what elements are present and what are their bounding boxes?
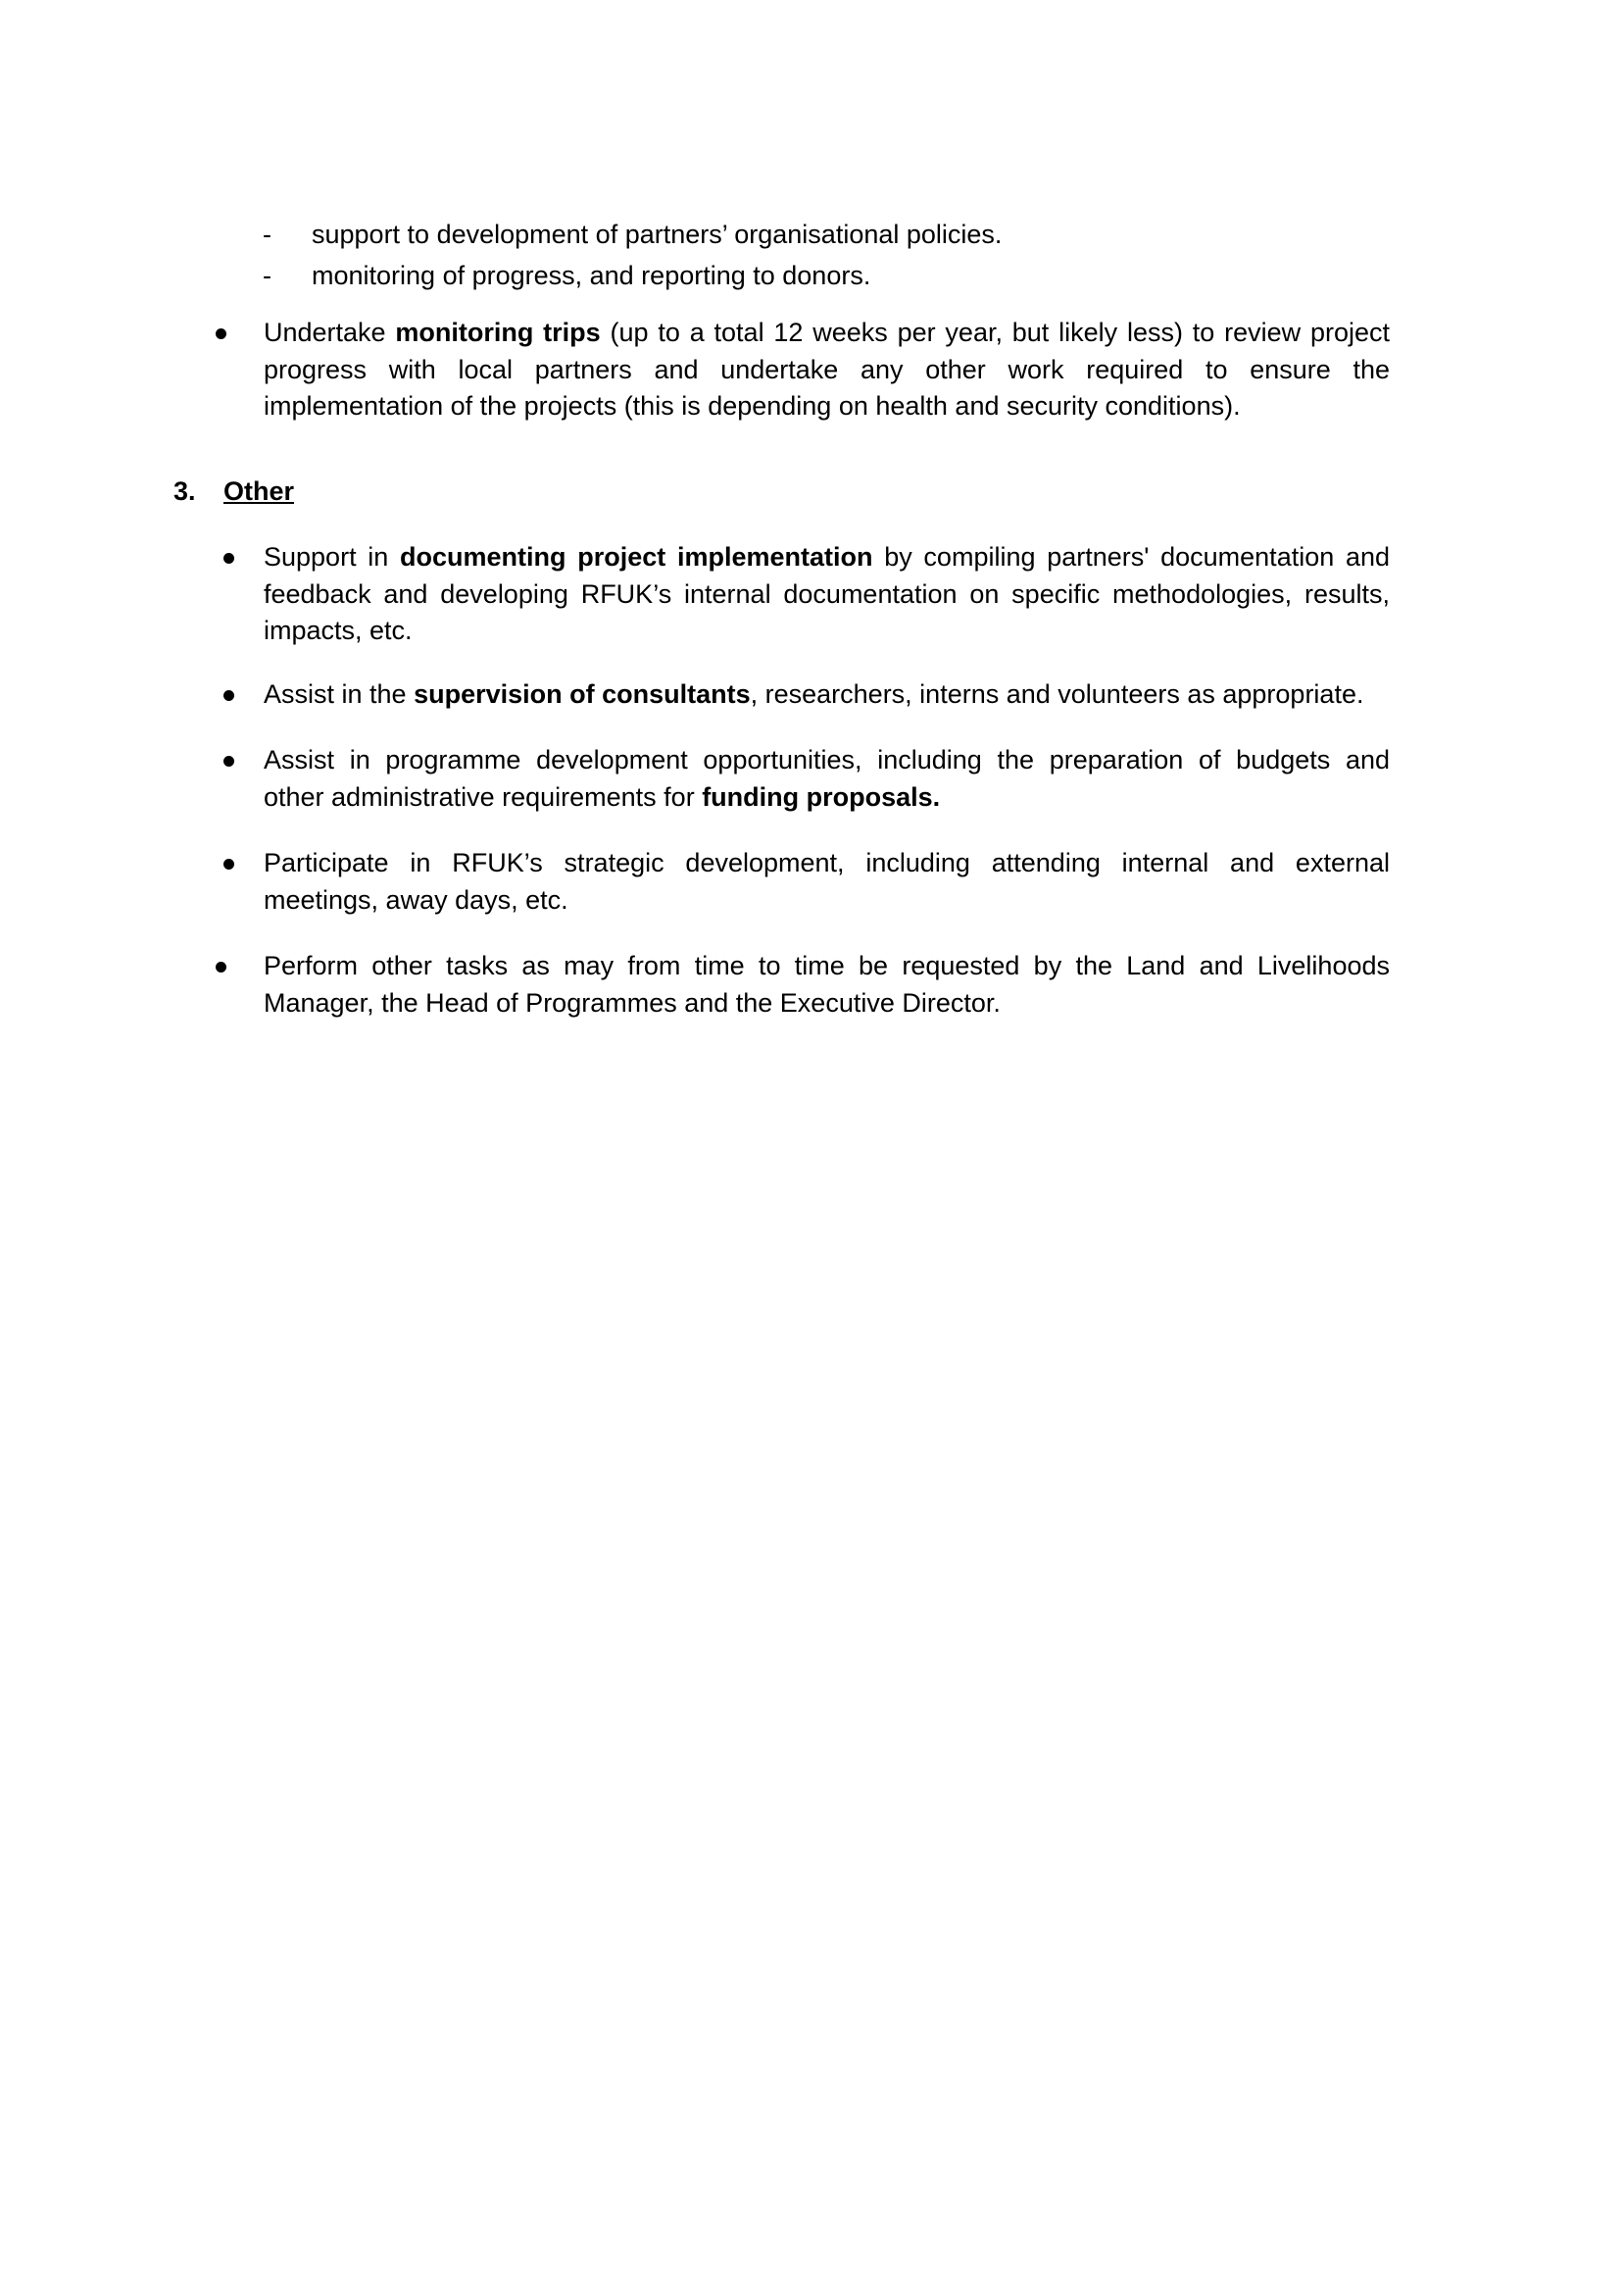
text-line: feedback and developing RFUK’s internal documentation on specific methodologies, results, xyxy=(264,578,1390,609)
bold-term: funding proposals. xyxy=(702,781,941,812)
section-title: Other xyxy=(223,476,295,506)
text-line: meetings, away days, etc. xyxy=(264,884,568,915)
text-line: impacts, etc. xyxy=(264,616,413,645)
text-run: Support in xyxy=(264,542,401,572)
section-number: 3. xyxy=(173,476,196,506)
dash-marker: - xyxy=(263,220,271,249)
bullet-monitoring-trips xyxy=(264,315,1390,425)
bullet-strategic xyxy=(264,845,1390,919)
bullet-icon xyxy=(223,756,234,767)
bullet-supervision xyxy=(264,676,1390,714)
text-run: other administrative requirements for xyxy=(264,781,703,812)
text-line: Manager, the Head of Programmes and the Executive Director. xyxy=(264,987,1001,1018)
bold-term: documenting project implementation xyxy=(400,542,873,572)
text-run: , researchers, interns and volunteers as appropriate. xyxy=(750,679,1364,709)
bullet-icon xyxy=(223,690,234,701)
section-heading xyxy=(173,474,294,511)
text-run: by compiling partners' documentation and xyxy=(872,542,1390,572)
text-line: progress with local partners and undertake any other work required to ensure the xyxy=(264,354,1390,384)
text-run: (up to a total 12 weeks per year, but likely less) to review project xyxy=(600,318,1390,347)
bullet-icon xyxy=(223,553,234,564)
text-run: Assist in the xyxy=(264,679,415,709)
bullet-icon xyxy=(216,328,226,339)
dash-list-item: monitoring of progress, and reporting to donors. xyxy=(312,261,871,290)
bullet-icon xyxy=(216,962,226,973)
text-line: Assist in programme development opportunities, including the preparation of budgets and xyxy=(264,745,1390,774)
dash-list-item: support to development of partners’ organisational policies. xyxy=(312,220,1003,249)
bold-term: monitoring trips xyxy=(395,318,601,347)
text-line: implementation of the projects (this is depending on health and security conditions). xyxy=(264,391,1241,421)
text-line: Perform other tasks as may from time to time be requested by the Land and Livelihoods xyxy=(264,951,1390,980)
bullet-other-tasks xyxy=(264,948,1390,1022)
bullet-documenting xyxy=(264,539,1390,650)
bullet-funding xyxy=(264,742,1390,816)
text-line: Participate in RFUK’s strategic development, including attending internal and external xyxy=(264,848,1390,877)
bold-term: supervision of consultants xyxy=(414,679,751,709)
text-run: Undertake xyxy=(264,318,396,347)
dash-marker: - xyxy=(263,261,271,290)
bullet-icon xyxy=(223,859,234,870)
